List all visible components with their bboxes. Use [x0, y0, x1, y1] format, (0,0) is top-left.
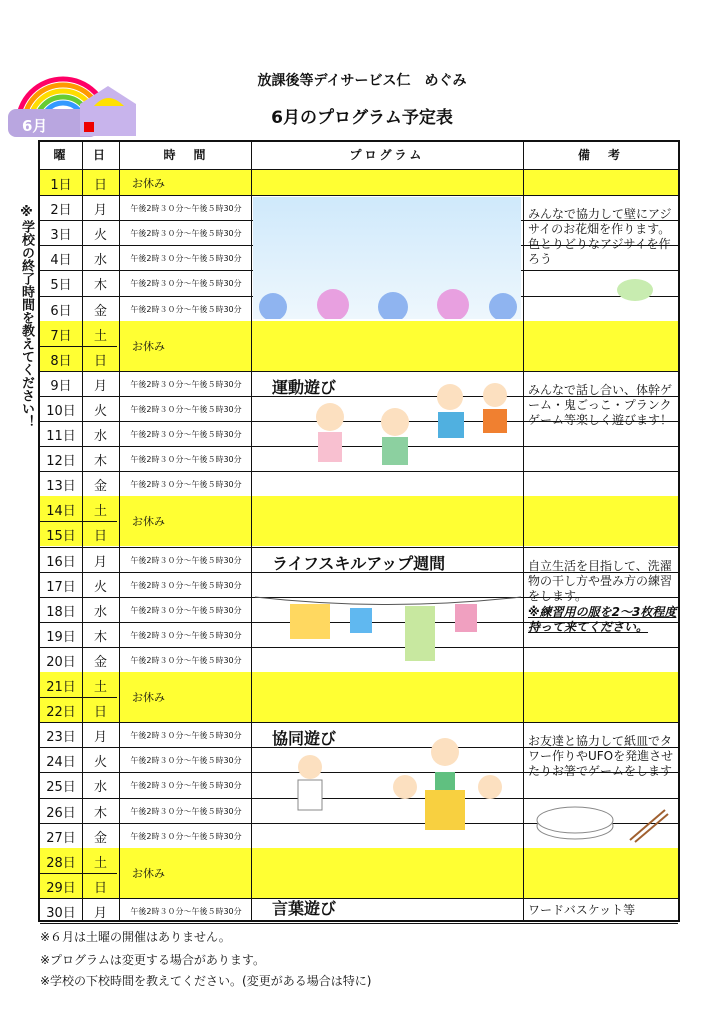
date-cell: 11日 — [46, 429, 76, 444]
row-divider — [40, 873, 117, 874]
facility-name: 放課後等デイサービス仁 めぐみ — [257, 73, 467, 89]
weekday-cell: 水 — [93, 429, 107, 444]
program-title: 言葉遊び — [272, 898, 337, 918]
date-cell: 5日 — [50, 278, 72, 294]
row-divider — [40, 371, 678, 372]
date-cell: 30日 — [46, 905, 76, 921]
time-cell: 午後2時３０分～午後５時30分 — [130, 254, 242, 264]
time-cell: 午後2時３０分～午後５時30分 — [130, 455, 242, 465]
date-cell: 28日 — [46, 855, 76, 871]
weekday-cell: 月 — [93, 554, 107, 570]
weekday-cell: 金 — [93, 830, 107, 846]
weekday-cell: 日 — [93, 529, 107, 545]
date-cell: 12日 — [46, 454, 76, 470]
weekday-cell: 日 — [93, 178, 107, 193]
time-cell: 午後2時３０分～午後５時30分 — [130, 906, 242, 916]
program-table — [38, 140, 680, 922]
weekday-cell: 火 — [93, 403, 107, 419]
closed-label: お休み — [132, 176, 165, 190]
row-divider — [40, 923, 678, 924]
weekday-cell: 土 — [93, 504, 107, 520]
closed-label: お休み — [132, 691, 165, 705]
row-divider — [40, 898, 678, 899]
row-divider — [40, 195, 678, 196]
weekday-cell: 月 — [93, 378, 107, 394]
date-cell: 3日 — [50, 228, 72, 244]
time-cell: 午後2時３０分～午後５時30分 — [130, 204, 242, 214]
time-cell: 午後2時３０分～午後５時30分 — [130, 630, 242, 640]
footer-note-2: ※プログラムは変更する場合があります。 — [40, 953, 265, 967]
time-cell: 午後2時３０分～午後５時30分 — [130, 379, 242, 389]
footer-note-3: ※学校の下校時間を教えてください。(変更がある場合は特に) — [40, 974, 372, 988]
date-cell: 25日 — [46, 780, 76, 796]
time-cell: 午後2時３０分～午後５時30分 — [130, 480, 242, 490]
col-header-youbi: 曜 — [53, 148, 69, 162]
program-title: 運動遊び — [272, 377, 337, 397]
paper-plates-chopsticks-icon — [530, 802, 670, 844]
weekday-cell: 金 — [93, 654, 107, 670]
col-header-hi: 日 — [92, 148, 108, 162]
footer-note-1: ※６月は土曜の開催はありません。 — [40, 930, 231, 944]
weekday-cell: 土 — [93, 328, 107, 344]
weekday-cell: 火 — [93, 228, 107, 244]
weekday-cell: 木 — [93, 454, 107, 470]
weekday-cell: 水 — [93, 604, 107, 620]
time-cell: 午後2時３０分～午後５時30分 — [130, 580, 242, 590]
program-note: 自立生活を目指して、洗濯物の干し方や畳み方の練習をします。 — [528, 558, 673, 603]
date-cell: 1日 — [50, 178, 72, 193]
program-note: みんなで協力して壁にアジサイのお花畑を作ります。色とりどりなアジサイを作ろう — [528, 207, 672, 267]
program-note: お友達と協力して紙皿でタワー作りやUFOを発進させたりお箸でゲームをします — [528, 734, 674, 779]
weekday-cell: 月 — [93, 905, 107, 921]
col-divider — [82, 142, 83, 920]
program-title: 協同遊び — [272, 729, 337, 749]
weekday-cell: 金 — [93, 479, 107, 495]
time-cell: 午後2時３０分～午後５時30分 — [130, 831, 242, 841]
row-divider — [40, 521, 117, 522]
weekday-cell: 土 — [93, 680, 107, 695]
page-title: 6月のプログラム予定表 — [271, 108, 453, 128]
date-cell: 10日 — [46, 403, 76, 419]
date-cell: 26日 — [46, 805, 76, 821]
weekday-cell: 金 — [93, 303, 107, 319]
date-cell: 17日 — [46, 579, 76, 595]
col-header-program: プログラム — [349, 148, 425, 162]
weekday-cell: 日 — [93, 880, 107, 896]
date-cell: 20日 — [46, 654, 76, 670]
date-cell: 22日 — [46, 705, 76, 721]
weekday-cell: 月 — [93, 730, 107, 746]
time-cell: 午後2時３０分～午後５時30分 — [130, 605, 242, 615]
time-cell: 午後2時３０分～午後５時30分 — [130, 555, 242, 565]
weekday-cell: 日 — [93, 353, 107, 369]
row-divider — [40, 722, 678, 723]
weekday-cell: 木 — [93, 629, 107, 645]
date-cell: 27日 — [46, 830, 76, 846]
weekday-cell: 水 — [93, 780, 107, 796]
col-divider — [119, 142, 120, 920]
time-cell: 午後2時３０分～午後５時30分 — [130, 279, 242, 289]
time-cell: 午後2時３０分～午後５時30分 — [130, 806, 242, 816]
hydrangea-illustration — [253, 197, 521, 319]
program-title: ライフスキルアップ週間 — [272, 553, 446, 573]
side-note: ※学校の終了時間を教えてください！ — [19, 205, 34, 428]
weekday-cell: 火 — [93, 755, 107, 771]
weekday-cell: 木 — [93, 805, 107, 821]
date-cell: 23日 — [46, 730, 76, 746]
time-cell: 午後2時３０分～午後５時30分 — [130, 655, 242, 665]
date-cell: 21日 — [46, 680, 76, 695]
date-cell: 24日 — [46, 755, 76, 771]
date-cell: 14日 — [46, 504, 76, 520]
laundry-illustration — [255, 582, 521, 672]
exercise-illustration — [270, 377, 520, 492]
logo-month-label: 6月 — [22, 117, 48, 135]
date-cell: 16日 — [46, 554, 76, 570]
col-divider — [251, 142, 252, 920]
hydrangea-note-icon — [615, 277, 655, 303]
date-cell: 13日 — [46, 479, 76, 495]
col-header-biko: 備 考 — [577, 148, 623, 162]
time-cell: 午後2時３０分～午後５時30分 — [130, 229, 242, 239]
date-cell: 29日 — [46, 880, 76, 896]
closed-label: お休み — [132, 339, 165, 353]
row-divider — [40, 697, 117, 698]
weekday-cell: 月 — [93, 203, 107, 219]
date-cell: 8日 — [50, 353, 72, 369]
date-cell: 9日 — [50, 378, 72, 394]
time-cell: 午後2時３０分～午後５時30分 — [130, 756, 242, 766]
date-cell: 7日 — [50, 328, 72, 344]
col-header-time: 時 間 — [163, 148, 209, 162]
date-cell: 6日 — [50, 303, 72, 319]
time-cell: 午後2時３０分～午後５時30分 — [130, 430, 242, 439]
date-cell: 18日 — [46, 604, 76, 620]
weekday-cell: 水 — [93, 253, 107, 269]
row-divider — [40, 346, 117, 347]
time-cell: 午後2時３０分～午後５時30分 — [130, 731, 242, 741]
program-note: みんなで話し合い、体幹ゲーム・鬼ごっこ・プランクゲーム等楽しく遊びます！ — [528, 382, 673, 427]
closed-label: お休み — [132, 515, 165, 529]
time-cell: 午後2時３０分～午後５時30分 — [130, 781, 242, 791]
weekday-cell: 日 — [93, 705, 107, 721]
weekday-cell: 火 — [93, 579, 107, 595]
program-note: ワードバスケット等 — [528, 902, 636, 917]
time-cell: 午後2時３０分～午後５時30分 — [130, 404, 242, 414]
col-divider — [523, 142, 524, 920]
row-divider — [40, 547, 678, 548]
closed-label: お休み — [132, 866, 165, 880]
date-cell: 15日 — [46, 529, 76, 545]
time-cell: 午後2時３０分～午後５時30分 — [130, 304, 242, 314]
weekday-cell: 木 — [93, 278, 107, 294]
date-cell: 4日 — [50, 253, 72, 269]
program-note-emphasis: ※練習用の服を2～3枚程度持って来てください。 — [528, 604, 677, 634]
date-cell: 2日 — [50, 203, 72, 219]
cooperation-illustration — [265, 732, 521, 837]
date-cell: 19日 — [46, 629, 76, 645]
weekday-cell: 土 — [93, 855, 107, 871]
